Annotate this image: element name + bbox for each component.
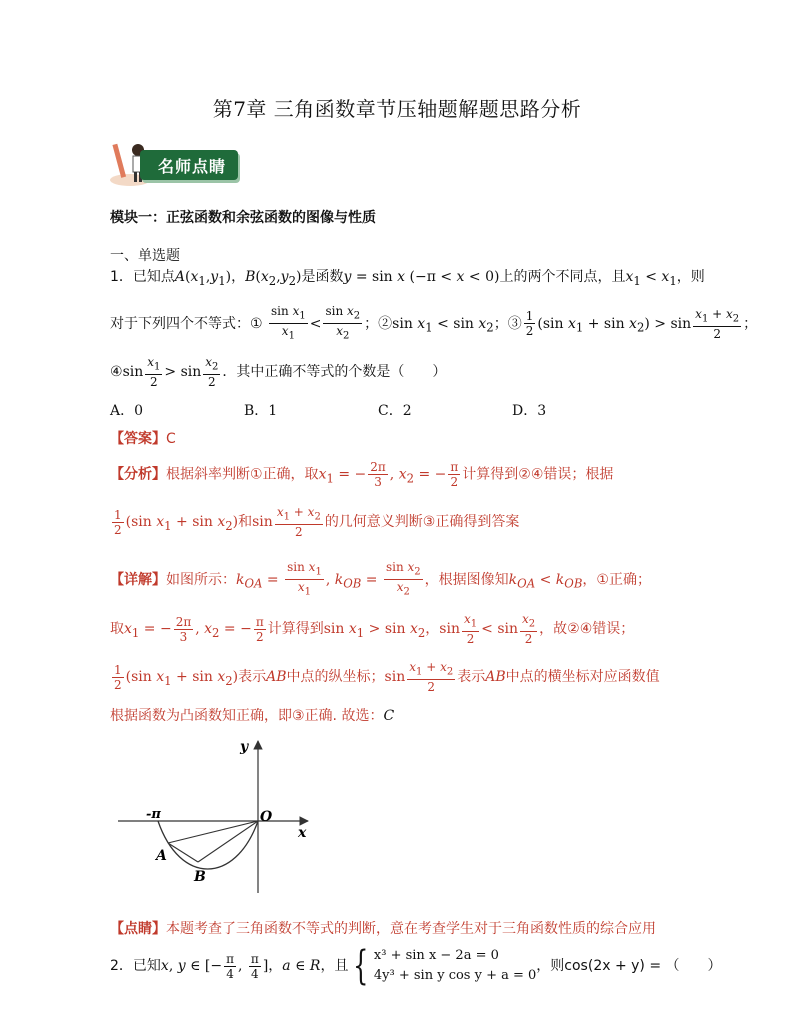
segment-oa	[168, 821, 258, 843]
detail-line2: 取$x_1$ = − $\frac{2\pi}{3}$ , $x_2$ = − $\frac{\pi}{2}$ 计算得到$\sin x_1 > \sin x_2$，sin $\frac{x_1}{2}$ < sin $\frac{x_2}{2}$ ，故②④错误；	[110, 612, 635, 647]
detail-tag: 【详解】	[110, 571, 166, 588]
analysis-text2: 计算得到②④错误；根据	[462, 466, 614, 483]
detail-text4: 取	[110, 621, 124, 638]
analysis-text1: 根据斜率判断①正确，取	[166, 466, 319, 483]
detail-choice: C	[383, 708, 395, 724]
q2-number: 2．	[110, 958, 133, 974]
detail-text10: 表示	[457, 669, 486, 686]
comment-line	[110, 918, 656, 938]
q1-text-mid1: 是函数	[301, 269, 344, 285]
detail-text8: 表示	[238, 669, 267, 686]
q1-line2: 对于下列四个不等式：① $\frac{\sin x_1}{x_1}$ < $\frac{\sin x_2}{x_2}$ ；②sin $x_1 < \sin x_2$；③ $\frac{1}{2}$ (sin $x_1 + \sin x_2) > \sin$ $\frac{x_1 + x_2}{2}$ ；	[110, 304, 758, 342]
x-label: x	[298, 825, 307, 841]
q1-intro: 已知点	[132, 269, 175, 285]
q2-equation2: 4y³ + sin y cos y + a = 0	[373, 968, 537, 983]
detail-line1: 【详解】如图所示：$k_{OA}$ = $\frac{\sin x_1}{x_1}$ , $k_{OB}$ = $\frac{\sin x_2}{x_2}$ ，根据图像知$k_{OA} < k_{OB}$，①正确；	[110, 560, 651, 598]
q1-line3-lead: ④	[110, 364, 123, 381]
detail-text6: ，	[425, 621, 440, 638]
q2-equation1: x³ + sin x − 2a = 0	[373, 948, 499, 963]
neg-pi-label: -π	[146, 807, 161, 822]
point-a-label: A	[156, 848, 167, 864]
sine-graph	[110, 735, 330, 900]
section-heading: 一、单选题	[110, 248, 180, 264]
y-label: y	[240, 739, 249, 755]
detail-text7: ，故②④错误；	[539, 621, 635, 638]
q1-line2-lead: 对于下列四个不等式：①	[110, 315, 263, 332]
detail-text2: ，根据图像知	[424, 571, 509, 588]
option-b[interactable]: B．1	[244, 403, 278, 419]
option-d[interactable]: D．3	[512, 403, 547, 419]
analysis-text4: 的几何意义判断③正确得到答案	[324, 514, 520, 531]
q1-number: 1．	[110, 269, 133, 285]
answer-tag: 【答案】	[110, 431, 166, 447]
q2-text2: ，	[268, 958, 283, 974]
detail-text5: 计算得到	[267, 621, 324, 638]
comment-tag: 【点睛】	[110, 921, 166, 937]
option-a[interactable]: A．0	[110, 403, 144, 419]
point-b-label: B	[194, 869, 206, 885]
q1-line3: ④sin $\frac{x_1}{2}$ > sin $\frac{x_2}{2}$ ．其中正确不等式的个数是（ ）	[110, 355, 447, 390]
detail-text9: 中点的纵坐标；	[286, 669, 385, 686]
answer-line	[110, 428, 176, 448]
detail-text3: ，①正确；	[582, 571, 651, 588]
detail-text12: 根据函数为凸函数知正确，即③正确. 故选：	[110, 708, 384, 724]
analysis-text3: 和	[238, 514, 253, 531]
analysis-line1: 【分析】根据斜率判断①正确，取$x_1$ = − $\frac{2\pi}{3}$ , $x_2$ = − $\frac{\pi}{2}$ 计算得到②④错误；根据	[110, 460, 614, 489]
badge-label: 名师点睛	[158, 157, 227, 176]
q2-text1: 已知	[132, 958, 161, 974]
q1-text-mid3: ，则	[676, 269, 705, 285]
q1-options	[0, 400, 794, 420]
origin-label: O	[260, 809, 273, 825]
page-title: 第7章 三角函数章节压轴题解题思路分析	[212, 97, 582, 121]
detail-line3: $\frac{1}{2}$ (sin $x_1 + \sin x_2$)表示AB中点的纵坐标；sin $\frac{x_1 + x_2}{2}$ 表示AB中点的横坐标对应函数值	[114, 660, 660, 695]
q2-line: 2．已知x, y ∈ [− $\frac{\pi}{4}$ , $\frac{\pi}{4}$ ]，a ∈ R，且 { x³ + sin x − 2a = 0 4y³ + sin y cos y + a = 0 ，则cos(2x + y) = （ ）	[110, 943, 722, 989]
q1-line1: 1．已知点$A(x_1,y_1)$，$B(x_2,y_2)$是函数y = sin x (−π < x < 0)上的两个不同点，且$x_1 < x_1$，则	[110, 269, 705, 288]
answer-value: C	[166, 431, 176, 447]
q1-text-mid2: 上的两个不同点，且	[499, 269, 626, 285]
q1-line3-tail: ．其中正确不等式的个数是（ ）	[222, 364, 447, 381]
q2-text3: ，且	[320, 958, 349, 974]
module-heading: 模块一：正弦函数和余弦函数的图像与性质	[110, 210, 376, 226]
detail-text11: 中点的横坐标对应函数值	[505, 669, 660, 686]
option-c[interactable]: C．2	[378, 403, 412, 419]
detail-line4	[110, 705, 394, 725]
comment-text: 本题考查了三角函数不等式的判断，意在考查学生对于三角函数性质的综合应用	[166, 921, 656, 937]
detail-text1: 如图所示：	[166, 571, 236, 588]
q2-text4: ，则cos(2x + y) = （ ）	[536, 958, 722, 974]
sine-curve	[158, 821, 258, 869]
analysis-line2: $\frac{1}{2}$ (sin $x_1 + \sin x_2$)和sin $\frac{x_1 + x_2}{2}$ 的几何意义判断③正确得到答案	[114, 505, 520, 540]
analysis-tag: 【分析】	[110, 466, 166, 483]
